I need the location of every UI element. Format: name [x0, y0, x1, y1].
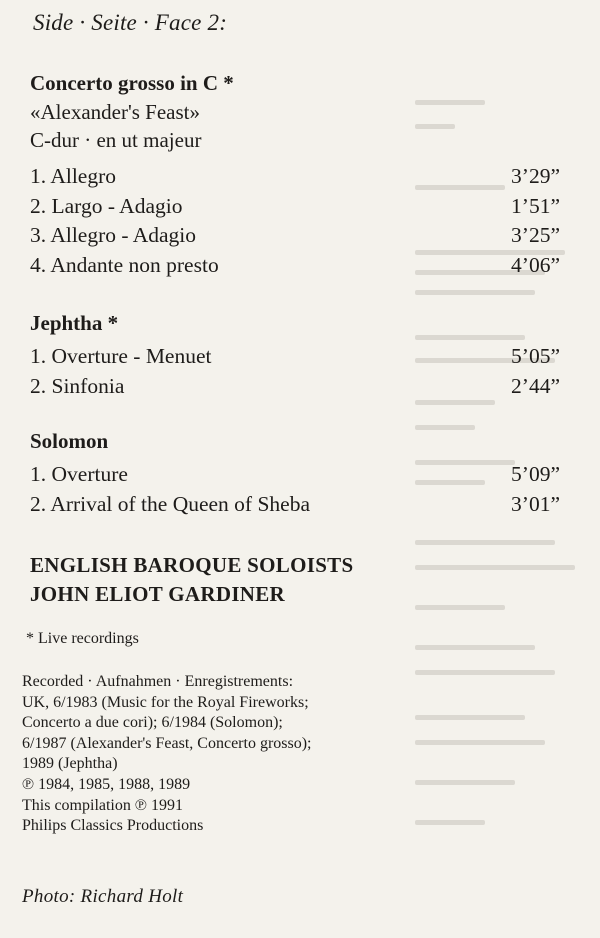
track-row: [30, 460, 560, 490]
work-title: Concerto grosso in C *: [30, 71, 234, 95]
track-duration: 1’51”: [511, 193, 560, 218]
track-label: 3. Allegro - Adagio: [30, 223, 197, 247]
recording-info: [22, 672, 312, 837]
track-duration: 3’01”: [511, 491, 560, 516]
track-duration: 5’05”: [511, 344, 560, 368]
track-list: [30, 342, 560, 401]
track-label: 2. Largo - Adagio: [30, 193, 183, 218]
track-row: [30, 162, 560, 192]
ensemble-name: ENGLISH BAROQUE SOLOISTS: [30, 553, 354, 577]
work-jephtha: [30, 308, 560, 401]
recording-info-line: 1989 (Jephtha): [22, 755, 118, 773]
ensemble-credits: [30, 551, 353, 609]
track-duration: 3’29”: [511, 164, 560, 188]
track-duration: 3’25”: [511, 223, 560, 247]
copyright-line: ℗ 1984, 1985, 1988, 1989: [22, 775, 191, 793]
track-label: 1. Overture - Menuet: [30, 344, 212, 368]
recording-info-line: UK, 6/1983 (Music for the Royal Fireworks;: [22, 693, 309, 711]
work-subtitle: C-dur · en ut majeur: [30, 128, 202, 152]
track-row: [30, 192, 560, 222]
track-label: 2. Sinfonia: [30, 373, 125, 398]
side-title: Side · Seite · Face 2:: [33, 10, 228, 35]
copyright-line: This compilation ℗ 1991: [22, 796, 184, 814]
track-duration: 2’44”: [511, 373, 560, 398]
recording-info-line: Recorded · Aufnahmen · Enregistrements:: [22, 673, 294, 690]
recording-info-line: Concerto a due cori); 6/1984 (Solomon);: [22, 714, 283, 732]
track-row: [30, 221, 560, 251]
work-title: Solomon: [30, 429, 109, 453]
track-duration: 4’06”: [511, 252, 560, 277]
conductor-name: JOHN ELIOT GARDINER: [30, 582, 286, 606]
work-subtitle: «Alexander's Feast»: [30, 100, 200, 124]
photo-credit: Photo: Richard Holt: [22, 886, 184, 907]
track-label: 1. Allegro: [30, 164, 116, 188]
track-row: [30, 342, 560, 372]
track-list: [30, 460, 560, 519]
live-recordings-footnote: * Live recordings: [26, 630, 139, 647]
track-label: 2. Arrival of the Queen of Sheba: [30, 491, 311, 516]
track-row: [30, 251, 560, 281]
recording-info-line: 6/1987 (Alexander's Feast, Concerto grosso);: [22, 734, 312, 752]
track-duration: 5’09”: [511, 462, 560, 486]
track-label: 1. Overture: [30, 462, 128, 486]
work-title: Jephtha *: [30, 311, 119, 335]
track-label: 4. Andante non presto: [30, 252, 219, 277]
track-row: [30, 490, 560, 520]
work-solomon: [30, 426, 560, 519]
track-row: [30, 372, 560, 402]
track-list: [30, 162, 560, 280]
work-concerto-grosso: [30, 68, 560, 280]
label-line: Philips Classics Productions: [22, 817, 204, 835]
